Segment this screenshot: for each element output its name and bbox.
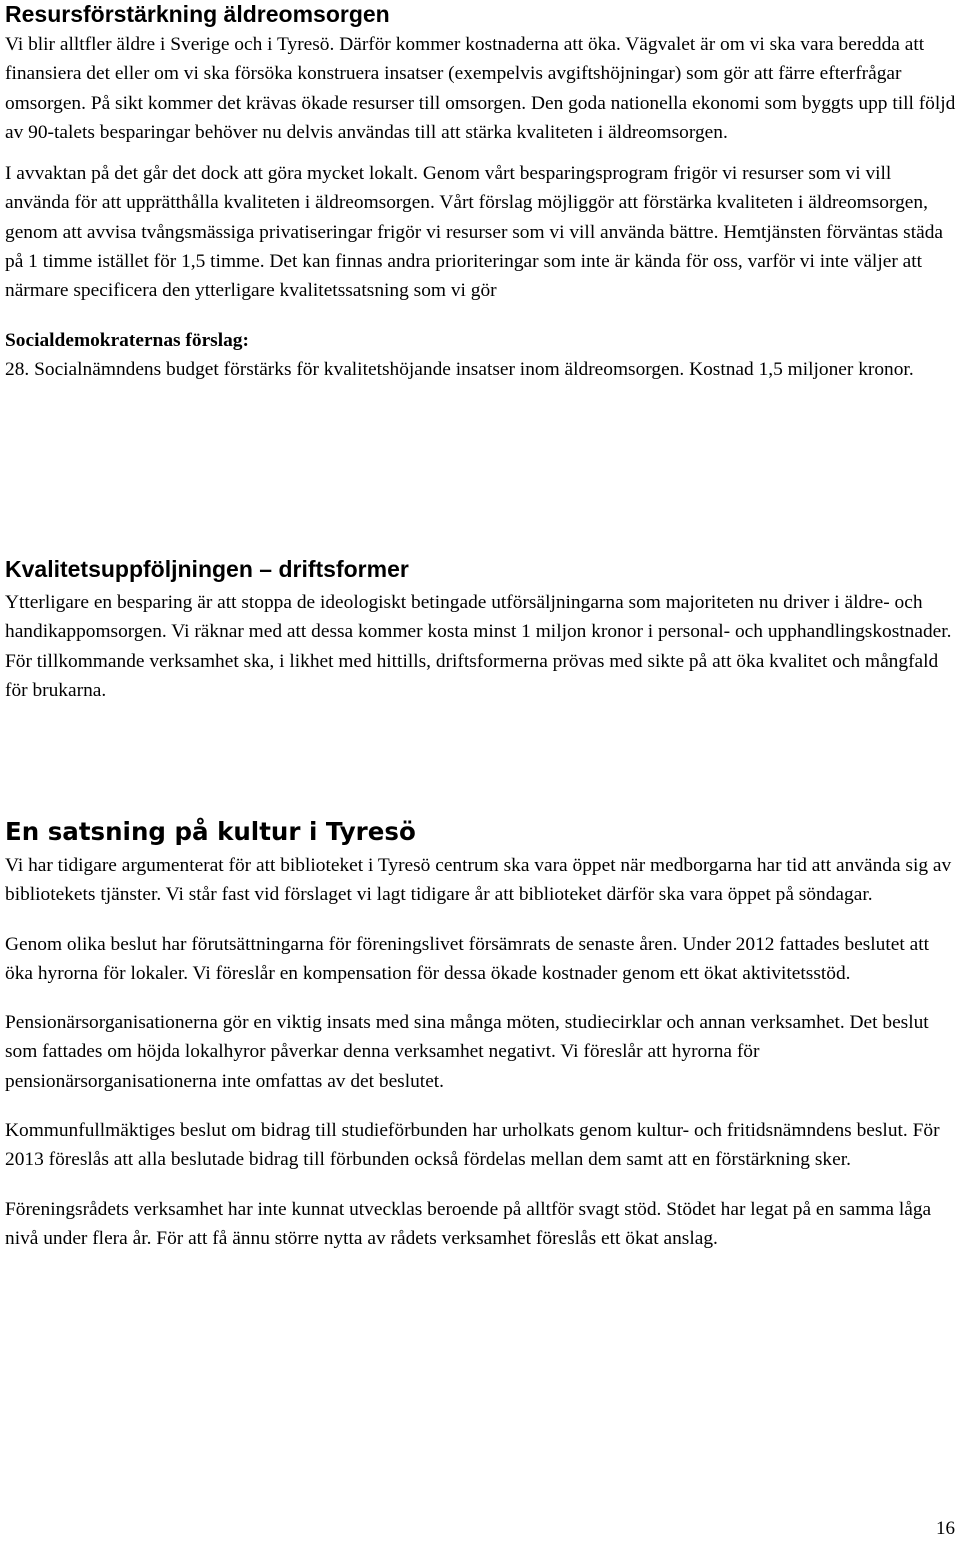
paragraph: Kommunfullmäktiges beslut om bidrag till studieförbunden har urholkats genom kultur- och fritidsnämndens beslut. För 2013 föreslås att alla beslutade bidrag till förbunden också fördelas mellan dem samt att en förstärkning sker.	[5, 1120, 940, 1171]
paragraph: Föreningsrådets verksamhet har inte kunnat utvecklas beroende på alltför svagt stöd. Stödet har legat på en samma låga nivå under flera år. För att få ännu större nytta av rådets verksamhet föreslås ett ökat anslag.	[5, 1198, 932, 1249]
section-title: Kvalitetsuppföljningen – driftsformer	[5, 556, 409, 582]
paragraph: Genom olika beslut har förutsättningarna för föreningslivet försämrats de senaste åren. Under 2012 fattades beslutet att öka hyrorna för lokaler. Vi föreslår en kompensation för dessa ökade kostnader genom ett ökat aktivitetsstöd.	[5, 933, 929, 984]
section-title: Resursförstärkning äldreomsorgen	[5, 1, 390, 27]
section-culture	[5, 817, 957, 1253]
proposal-text: 28. Socialnämndens budget förstärks för kvalitetshöjande insatser inom äldreomsorgen. Kostnad 1,5 miljoner kronor.	[5, 358, 914, 380]
section-elderly-care	[5, 0, 957, 384]
section-quality-followup	[5, 555, 957, 705]
proposal-heading: Socialdemokraternas förslag:	[5, 329, 249, 351]
paragraph: Pensionärsorganisationerna gör en viktig insats med sina många möten, studiecirklar och annan verksamhet. Det beslut som fattades om höjda lokalhyror påverkar denna verksamhet negativt. Vi föreslår att hyrorna för pensionärsorganisationerna inte omfattas av det beslutet.	[5, 1012, 929, 1092]
section-title: En satsning på kultur i Tyresö	[5, 817, 416, 846]
paragraph: I avvaktan på det går det dock att göra mycket lokalt. Genom vårt besparingsprogram frigör vi resurser som vi vill använda för att upprätthålla kvaliteten i äldreomsorgen. Vårt förslag möjliggör att förstärka kvaliteten i äldreomsorgen, genom att avvisa tvångsmässiga privatiseringar frigör vi resurser som vi vill använda bättre. Hemtjänsten förväntas städa på 1 timme istället för 1,5 timme. Det kan finnas andra prioriteringar som inte är kända för oss, varför vi inte väljer att närmare specificera den ytterligare kvalitetssatsning som vi gör	[5, 163, 944, 302]
page-number: 16	[936, 1518, 955, 1539]
paragraph: För tillkommande verksamhet ska, i likhet med hittills, driftsformerna prövas med sikte på att öka kvalitet och mångfald för brukarna.	[5, 650, 939, 701]
paragraph: Ytterligare en besparing är att stoppa de ideologiskt betingade utförsäljningarna som majoriteten nu driver i äldre- och handikappomsorgen. Vi räknar med att dessa kommer kosta minst 1 miljon kronor i personal- och upphandlingskostnader.	[5, 592, 952, 643]
paragraph: Vi blir alltfler äldre i Sverige och i Tyresö. Därför kommer kostnaderna att öka. Vägvalet är om vi ska vara beredda att finansiera det eller om vi ska försöka konstruera insatser (exempelvis avgiftshöjningar) som gör att färre efterfrågar omsorgen. På sikt kommer det krävas ökade resurser till omsorgen. Den goda nationella ekonomi som byggts upp till följd av 90-talets besparingar behöver nu delvis användas till att stärka kvaliteten i äldreomsorgen.	[5, 34, 956, 143]
paragraph: Vi har tidigare argumenterat för att biblioteket i Tyresö centrum ska vara öppet när medborgarna har tid att använda sig av bibliotekets tjänster. Vi står fast vid förslaget vi lagt tidigare år att biblioteket därför ska vara öppet på söndagar.	[5, 855, 952, 906]
